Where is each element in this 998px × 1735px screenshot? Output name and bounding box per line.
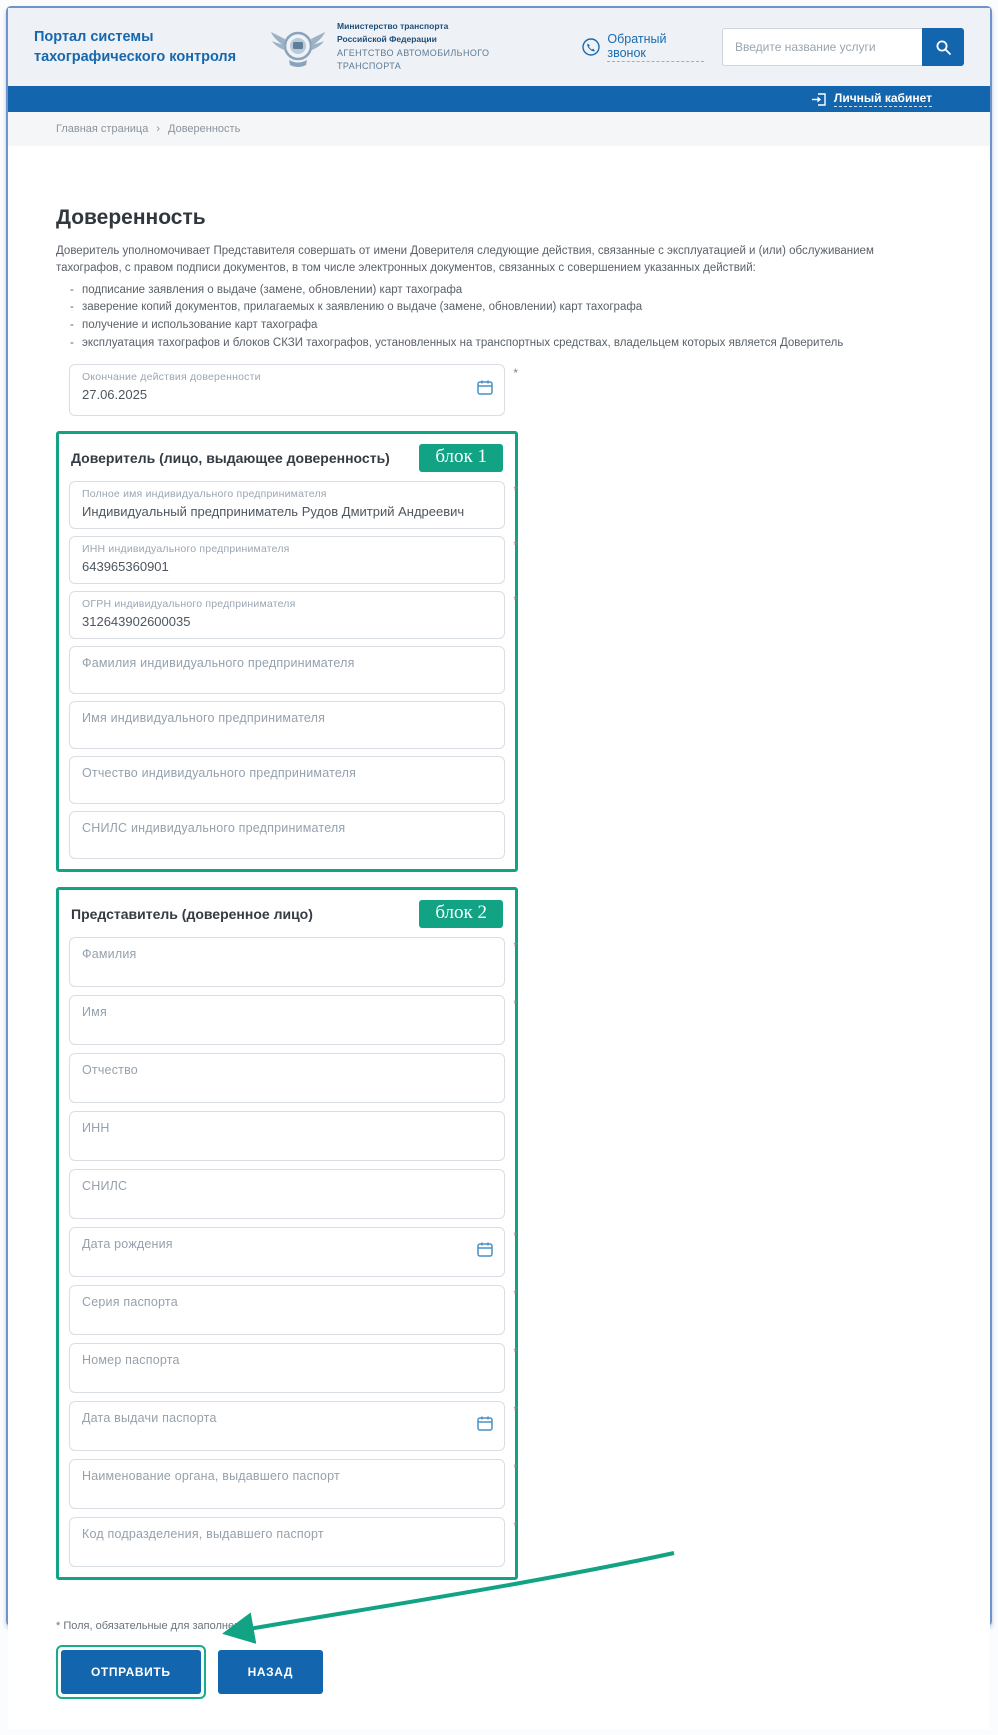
rep-firstname-field[interactable]: Имя * <box>69 995 505 1045</box>
representative-block <box>56 887 518 1580</box>
breadcrumb-current: Доверенность <box>168 123 241 135</box>
rep-snils-field[interactable]: СНИЛС <box>69 1169 505 1219</box>
required-mark: * <box>513 365 518 380</box>
rep-inn-field[interactable]: ИНН <box>69 1111 505 1161</box>
field-value: 27.06.2025 <box>82 386 148 402</box>
required-mark: * <box>513 1460 518 1475</box>
required-mark: * <box>513 1228 518 1243</box>
required-mark: * <box>513 938 518 953</box>
ogrn-field[interactable]: ОГРН индивидуального предпринимателя 312643902600035 * <box>69 591 505 639</box>
cabinet-login-icon <box>812 93 827 106</box>
logo-line1: Портал системы <box>34 28 154 45</box>
rep-patronymic-field[interactable]: Отчество <box>69 1053 505 1103</box>
rep-passport-number-field[interactable]: Номер паспорта * <box>69 1343 505 1393</box>
ministry-line1: Министерство транспорта <box>337 21 449 32</box>
required-mark: * <box>513 537 518 552</box>
search-button[interactable] <box>922 28 964 66</box>
patronymic-field[interactable]: Отчество индивидуального предпринимателя <box>69 756 505 804</box>
authority-item: - заверение копий документов, прилагаемых к заявлению о выдаче (замене, обновлении) карт тахографа <box>70 299 942 317</box>
rep-birthdate-field[interactable]: Дата рождения * <box>69 1227 505 1277</box>
rep-passport-issuer-field[interactable]: Наименование органа, выдавшего паспорт * <box>69 1459 505 1509</box>
personal-cabinet-link[interactable] <box>812 91 932 107</box>
inn-field[interactable]: ИНН индивидуального предпринимателя 643965360901 * <box>69 536 505 584</box>
ministry-text <box>337 20 546 74</box>
required-mark: * <box>513 1518 518 1533</box>
required-mark: * <box>513 592 518 607</box>
buttons-row <box>56 1645 942 1699</box>
breadcrumb-home[interactable]: Главная страница <box>56 123 149 135</box>
callback-link[interactable] <box>582 32 704 62</box>
main-content <box>8 146 990 1729</box>
required-mark: * <box>513 1402 518 1417</box>
principal-block-header <box>71 444 503 472</box>
expiry-date-wrap <box>69 364 518 416</box>
block2-annotation-badge: блок 2 <box>419 900 503 928</box>
representative-block-header <box>71 900 503 928</box>
required-mark: * <box>513 1344 518 1359</box>
required-mark: * <box>513 1286 518 1301</box>
rep-passport-series-field[interactable]: Серия паспорта * <box>69 1285 505 1335</box>
required-mark: * <box>513 482 518 497</box>
full-name-field[interactable]: Полное имя индивидуального предпринимателя Индивидуальный предприниматель Рудов Дмитрий Андреевич * <box>69 481 505 529</box>
authority-list <box>70 282 942 353</box>
search-icon <box>935 39 952 56</box>
ministry-line2: Российской Федерации <box>337 34 437 44</box>
authority-item: - эксплуатация тахографов и блоков СКЗИ тахографов, установленных на транспортных средствах, владельцем которых является Доверитель <box>70 335 942 353</box>
submit-button[interactable]: ОТПРАВИТЬ <box>61 1650 201 1694</box>
expiry-date-field[interactable] <box>69 364 518 416</box>
breadcrumb <box>8 112 990 146</box>
top-nav-bar <box>8 86 990 112</box>
cabinet-label: Личный кабинет <box>833 91 932 105</box>
authority-item: - получение и использование карт тахографа <box>70 317 942 335</box>
principal-block-title: Доверитель (лицо, выдающее доверенность) <box>71 449 390 466</box>
block1-annotation-badge: блок 1 <box>419 444 503 472</box>
firstname-field[interactable]: Имя индивидуального предпринимателя <box>69 701 505 749</box>
calendar-icon[interactable] <box>477 1242 493 1262</box>
site-header <box>8 8 990 86</box>
logo-line2: тахографического контроля <box>34 49 237 65</box>
ministry-block <box>269 20 546 74</box>
phone-icon <box>582 38 600 56</box>
intro-text: Доверитель уполномочивает Представителя совершать от имени Доверителя следующие действия, связанные с эксплуатацией и (или) обслуживанием тахографов, с правом подписи документов, в том числе электронных документов, связанных с совершением указанных действий: <box>56 245 874 275</box>
search-box <box>722 28 964 66</box>
ministry-line3: АГЕНТСТВО АВТОМОБИЛЬНОГО ТРАНСПОРТА <box>337 47 490 72</box>
calendar-icon[interactable] <box>477 1416 493 1436</box>
portal-logo[interactable] <box>34 27 251 68</box>
breadcrumb-separator: › <box>156 123 161 135</box>
representative-block-title: Представитель (доверенное лицо) <box>71 905 313 922</box>
required-footnote: * Поля, обязательные для заполнения <box>56 1619 253 1632</box>
back-button[interactable]: НАЗАД <box>218 1650 324 1694</box>
callback-label: Обратный звонок <box>607 32 704 62</box>
surname-field[interactable]: Фамилия индивидуального предпринимателя <box>69 646 505 694</box>
required-mark: * <box>513 996 518 1011</box>
submit-highlight-outline <box>56 1645 206 1699</box>
snils-field[interactable]: СНИЛС индивидуального предпринимателя <box>69 811 505 859</box>
search-input[interactable] <box>722 28 922 66</box>
rep-surname-field[interactable]: Фамилия * <box>69 937 505 987</box>
page-frame <box>6 6 992 1679</box>
form-actions <box>56 1620 942 1729</box>
field-label: Окончание действия доверенности <box>82 370 261 383</box>
calendar-icon[interactable] <box>477 380 493 400</box>
agency-emblem-icon <box>269 24 327 70</box>
page-title: Доверенность <box>56 206 206 229</box>
rep-passport-issue-date-field[interactable]: Дата выдачи паспорта * <box>69 1401 505 1451</box>
authority-item: - подписание заявления о выдаче (замене, обновлении) карт тахографа <box>70 282 942 300</box>
principal-block <box>56 431 518 872</box>
rep-passport-unit-code-field[interactable]: Код подразделения, выдавшего паспорт * <box>69 1517 505 1567</box>
